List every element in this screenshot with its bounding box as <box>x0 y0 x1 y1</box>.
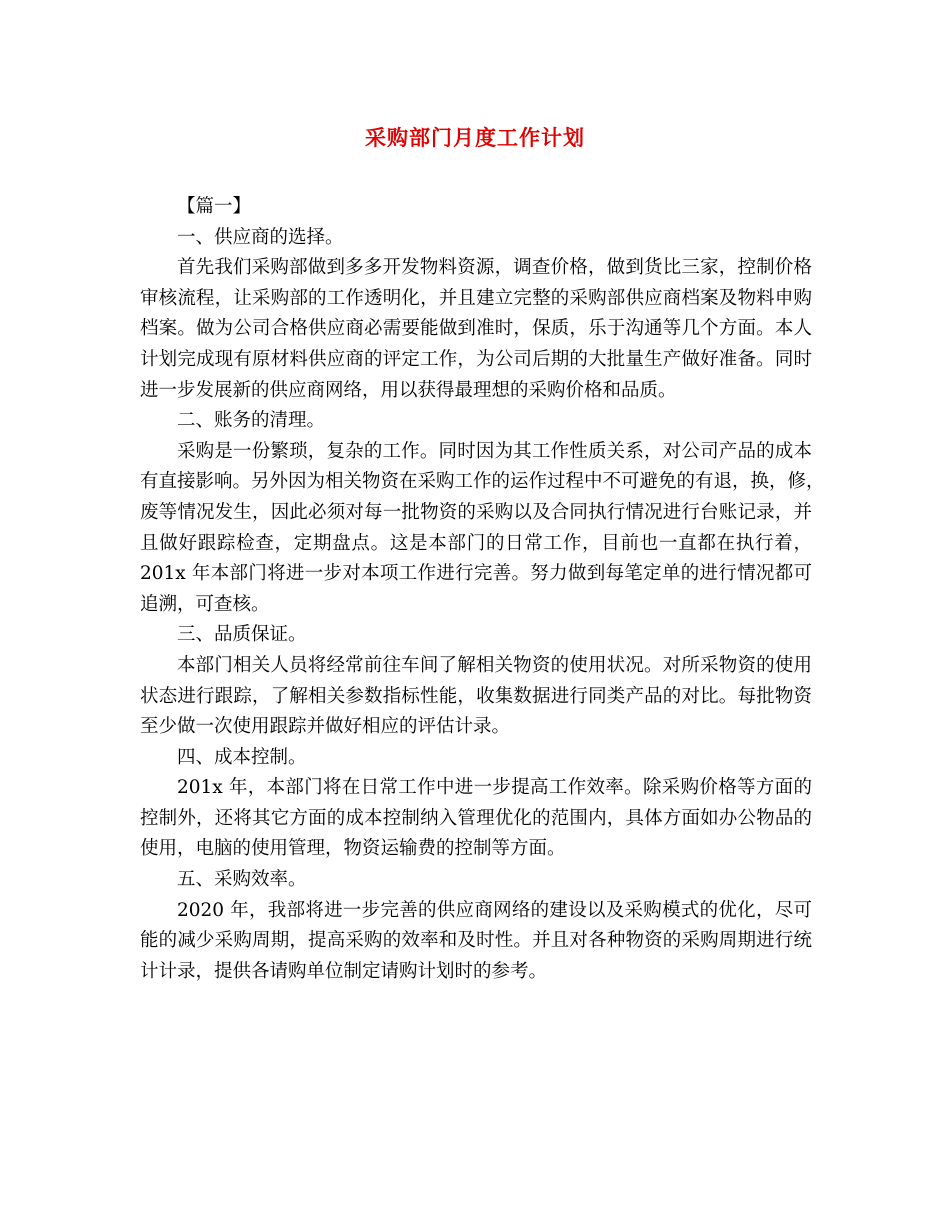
body-text-line: 采购是一份繁琐，复杂的工作。同时因为其工作性质关系，对公司产品的成本 <box>177 440 812 462</box>
document-title: 采购部门月度工作计划 <box>365 125 585 150</box>
body-text-line: 2020 年，我部将进一步完善的供应商网络的建设以及采购模式的优化，尽可 <box>177 899 812 921</box>
body-text-line: 状态进行跟踪，了解相关参数指标性能，收集数据进行同类产品的对比。每批物资 <box>140 685 812 707</box>
body-text-line: 计划完成现有原材料供应商的评定工作，为公司后期的大批量生产做好准备。同时 <box>140 348 812 370</box>
body-text-line: 五、采购效率。 <box>177 869 307 891</box>
body-text-line: 追溯，可查核。 <box>140 593 270 615</box>
document-body <box>140 192 825 987</box>
body-text-line: 首先我们采购部做到多多开发物料资源，调查价格，做到货比三家，控制价格 <box>177 257 812 279</box>
body-text-line: 使用，电脑的使用管理，物资运输费的控制等方面。 <box>140 838 566 860</box>
body-text-line: 档案。做为公司合格供应商必需要能做到准时，保质，乐于沟通等几个方面。本人 <box>140 318 812 340</box>
body-text-line: 有直接影响。另外因为相关物资在采购工作的运作过程中不可避免的有退，换，修， <box>140 471 825 493</box>
body-text-line: 201x 年本部门将进一步对本项工作进行完善。努力做到每笔定单的进行情况都可 <box>140 563 812 585</box>
body-text-line: 至少做一次使用跟踪并做好相应的评估计录。 <box>140 716 511 738</box>
body-text-line: 计计录，提供各请购单位制定请购计划时的参考。 <box>140 960 548 982</box>
body-text-line: 一、供应商的选择。 <box>177 226 344 248</box>
body-text-line: 且做好跟踪检查，定期盘点。这是本部门的日常工作，目前也一直都在执行着， <box>140 532 812 554</box>
body-text-line: 四、成本控制。 <box>177 746 307 768</box>
body-text-line: 废等情况发生，因此必须对每一批物资的采购以及合同执行情况进行台账记录，并 <box>140 501 812 523</box>
body-text-line: 三、品质保证。 <box>177 624 307 646</box>
body-text-line: 本部门相关人员将经常前往车间了解相关物资的使用状况。对所采物资的使用 <box>177 654 812 676</box>
body-text-line: 审核流程，让采购部的工作透明化，并且建立完整的采购部供应商档案及物料申购 <box>140 287 812 309</box>
body-text-line: 二、账务的清理。 <box>177 410 326 432</box>
body-text-line: 201x 年，本部门将在日常工作中进一步提高工作效率。除采购价格等方面的 <box>177 777 812 799</box>
body-text-line: 进一步发展新的供应商网络，用以获得最理想的采购价格和品质。 <box>140 379 677 401</box>
body-text-line: 【篇一】 <box>177 196 252 217</box>
body-text-line: 控制外，还将其它方面的成本控制纳入管理优化的范围内，具体方面如办公物品的 <box>140 807 812 829</box>
body-text-line: 能的减少采购周期，提高采购的效率和及时性。并且对各种物资的采购周期进行统 <box>140 930 812 952</box>
